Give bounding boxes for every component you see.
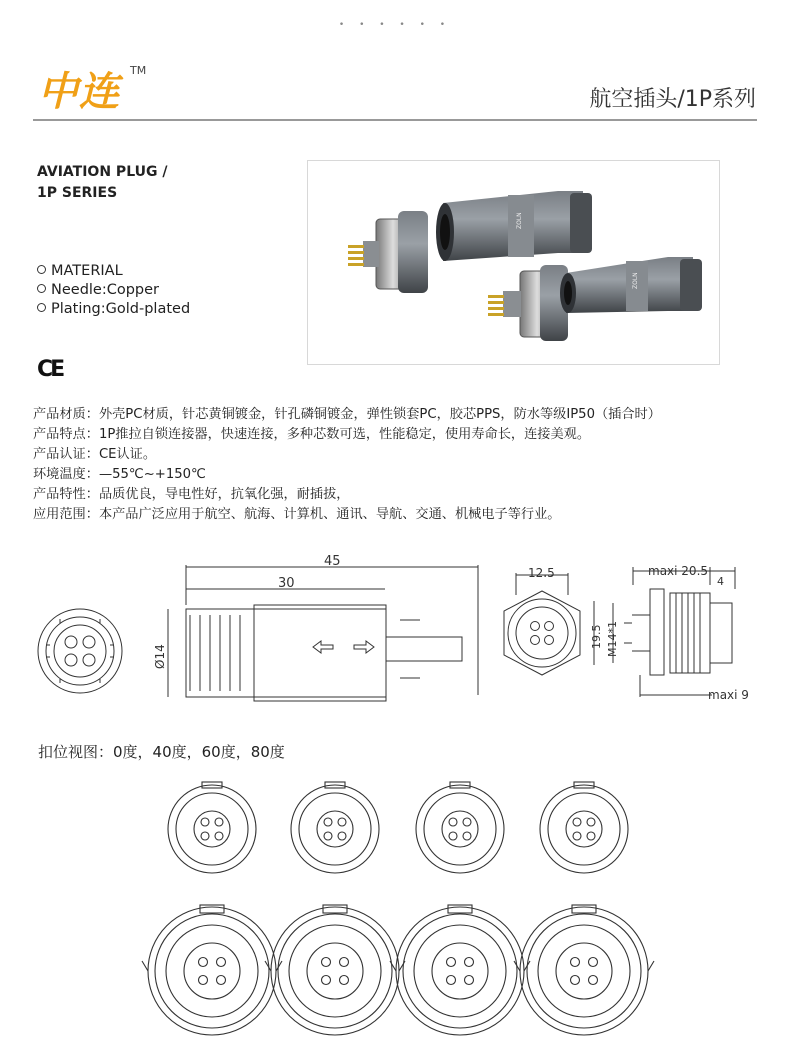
brand-logo: 中连 bbox=[38, 69, 120, 115]
small-face-pin bbox=[587, 832, 595, 840]
small-face-pin bbox=[215, 832, 223, 840]
large-face-insert bbox=[432, 943, 488, 999]
small-face-pin bbox=[449, 818, 457, 826]
small-face-insert bbox=[566, 811, 602, 847]
header-divider bbox=[33, 119, 757, 121]
material-item: MATERIAL bbox=[37, 262, 190, 281]
spec-row: 产品材质：外壳PC材质，针芯黄铜镀金，针孔磷铜镀金，弹性锁套PC，胶芯PPS，防水等级IP50（插合时） bbox=[33, 407, 661, 422]
socket-front-view bbox=[504, 573, 580, 675]
large-face-insert bbox=[556, 943, 612, 999]
small-face-pin bbox=[573, 832, 581, 840]
product-photo bbox=[307, 160, 720, 365]
large-face-pin bbox=[340, 958, 349, 967]
dim-14: Ø14 bbox=[153, 644, 167, 669]
large-face-key bbox=[200, 905, 224, 913]
large-face-mid bbox=[538, 925, 630, 1017]
ce-mark: CE bbox=[37, 357, 63, 382]
dim-45: 45 bbox=[324, 554, 341, 569]
large-face-pin bbox=[589, 976, 598, 985]
large-face-pin bbox=[447, 976, 456, 985]
large-face-tab bbox=[514, 961, 654, 971]
material-list bbox=[37, 262, 190, 319]
dim-m14: M14*1 bbox=[606, 621, 619, 657]
material-item: Needle:Copper bbox=[37, 281, 190, 300]
dim-19-5: 19.5 bbox=[590, 624, 603, 649]
small-face-ring bbox=[424, 793, 496, 865]
small-face-insert bbox=[442, 811, 478, 847]
plug-upper bbox=[436, 191, 592, 261]
circle-bullet-icon bbox=[37, 265, 46, 274]
large-face-mid bbox=[414, 925, 506, 1017]
small-face-outer bbox=[540, 785, 628, 873]
socket-lower bbox=[488, 265, 568, 341]
large-face-pin bbox=[217, 958, 226, 967]
technical-drawing bbox=[0, 545, 790, 715]
english-title bbox=[37, 162, 167, 204]
lock-view-caption: 扣位视图：0度，40度，60度，80度 bbox=[38, 743, 285, 761]
dim-4: 4 bbox=[717, 575, 724, 588]
plug-lower bbox=[560, 257, 702, 313]
circle-bullet-icon bbox=[37, 303, 46, 312]
large-face-outer bbox=[148, 907, 276, 1035]
small-face-pin bbox=[587, 818, 595, 826]
small-face-pin bbox=[324, 818, 332, 826]
dim-maxi-20-5: maxi 20.5 bbox=[648, 564, 709, 578]
dim-maxi-9: maxi 9 bbox=[708, 688, 749, 702]
lock-position-views bbox=[0, 780, 790, 1041]
small-face-ring bbox=[548, 793, 620, 865]
large-face-pin bbox=[217, 976, 226, 985]
spec-row: 产品特点：1P推拉自锁连接器，快速连接，多种芯数可选，性能稳定，使用寿命长，连接美观。 bbox=[33, 427, 591, 442]
large-face-key bbox=[323, 905, 347, 913]
small-face-pin bbox=[201, 818, 209, 826]
small-face-outer bbox=[416, 785, 504, 873]
dim-12-5: 12.5 bbox=[528, 566, 555, 580]
small-face-insert bbox=[317, 811, 353, 847]
small-face-ring bbox=[176, 793, 248, 865]
small-face-pin bbox=[338, 832, 346, 840]
large-face-ring bbox=[403, 914, 517, 1028]
dim-30: 30 bbox=[278, 576, 295, 591]
small-face-outer bbox=[168, 785, 256, 873]
small-face-pin bbox=[463, 832, 471, 840]
page-title: 航空插头/1P系列 bbox=[589, 87, 756, 112]
circle-bullet-icon bbox=[37, 284, 46, 293]
small-face-pin bbox=[573, 818, 581, 826]
spec-row: 应用范围：本产品广泛应用于航空、航海、计算机、通讯、导航、交通、机械电子等行业。 bbox=[33, 507, 561, 522]
plug-front-view bbox=[38, 609, 122, 693]
small-face-ring bbox=[299, 793, 371, 865]
small-face-pin bbox=[449, 832, 457, 840]
brand-mark-upper: ZOLN bbox=[516, 212, 523, 229]
material-item: Plating:Gold-plated bbox=[37, 300, 190, 319]
large-face-pin bbox=[340, 976, 349, 985]
large-face-mid bbox=[166, 925, 258, 1017]
spec-list bbox=[33, 405, 661, 525]
large-face-tab bbox=[265, 961, 405, 971]
large-face-pin bbox=[322, 976, 331, 985]
english-title-line2: 1P SERIES bbox=[37, 185, 118, 201]
trademark-mark: TM bbox=[130, 64, 147, 77]
large-face-outer bbox=[520, 907, 648, 1035]
socket-upper bbox=[348, 211, 428, 293]
large-face-key bbox=[448, 905, 472, 913]
large-face-tab bbox=[142, 961, 282, 971]
plug-side-view bbox=[168, 565, 478, 701]
spec-row: 产品特性：品质优良，导电性好，抗氧化强，耐插拔， bbox=[33, 487, 350, 502]
english-title-line1: AVIATION PLUG / bbox=[37, 164, 168, 180]
large-face-outer bbox=[271, 907, 399, 1035]
large-face-tab bbox=[390, 961, 530, 971]
large-face-pin bbox=[571, 958, 580, 967]
large-face-mid bbox=[289, 925, 381, 1017]
large-face-ring bbox=[527, 914, 641, 1028]
top-dots: • • • • • • bbox=[338, 20, 452, 30]
large-face-outer bbox=[396, 907, 524, 1035]
small-face-pin bbox=[201, 832, 209, 840]
large-face-insert bbox=[184, 943, 240, 999]
large-face-pin bbox=[322, 958, 331, 967]
small-face-insert bbox=[194, 811, 230, 847]
brand-mark-lower: ZOLN bbox=[632, 272, 639, 289]
large-face-pin bbox=[571, 976, 580, 985]
small-face-pin bbox=[324, 832, 332, 840]
small-face-pin bbox=[338, 818, 346, 826]
large-face-pin bbox=[199, 958, 208, 967]
large-face-pin bbox=[447, 958, 456, 967]
large-face-pin bbox=[589, 958, 598, 967]
spec-row: 环境温度：—55℃~+150℃ bbox=[33, 467, 206, 482]
spec-row: 产品认证：CE认证。 bbox=[33, 447, 157, 462]
small-face-pin bbox=[463, 818, 471, 826]
large-face-pin bbox=[465, 958, 474, 967]
small-face-pin bbox=[215, 818, 223, 826]
large-face-ring bbox=[155, 914, 269, 1028]
large-face-pin bbox=[465, 976, 474, 985]
large-face-pin bbox=[199, 976, 208, 985]
large-face-key bbox=[572, 905, 596, 913]
product-photo-illustration bbox=[308, 161, 719, 364]
large-face-insert bbox=[307, 943, 363, 999]
large-face-ring bbox=[278, 914, 392, 1028]
small-face-outer bbox=[291, 785, 379, 873]
